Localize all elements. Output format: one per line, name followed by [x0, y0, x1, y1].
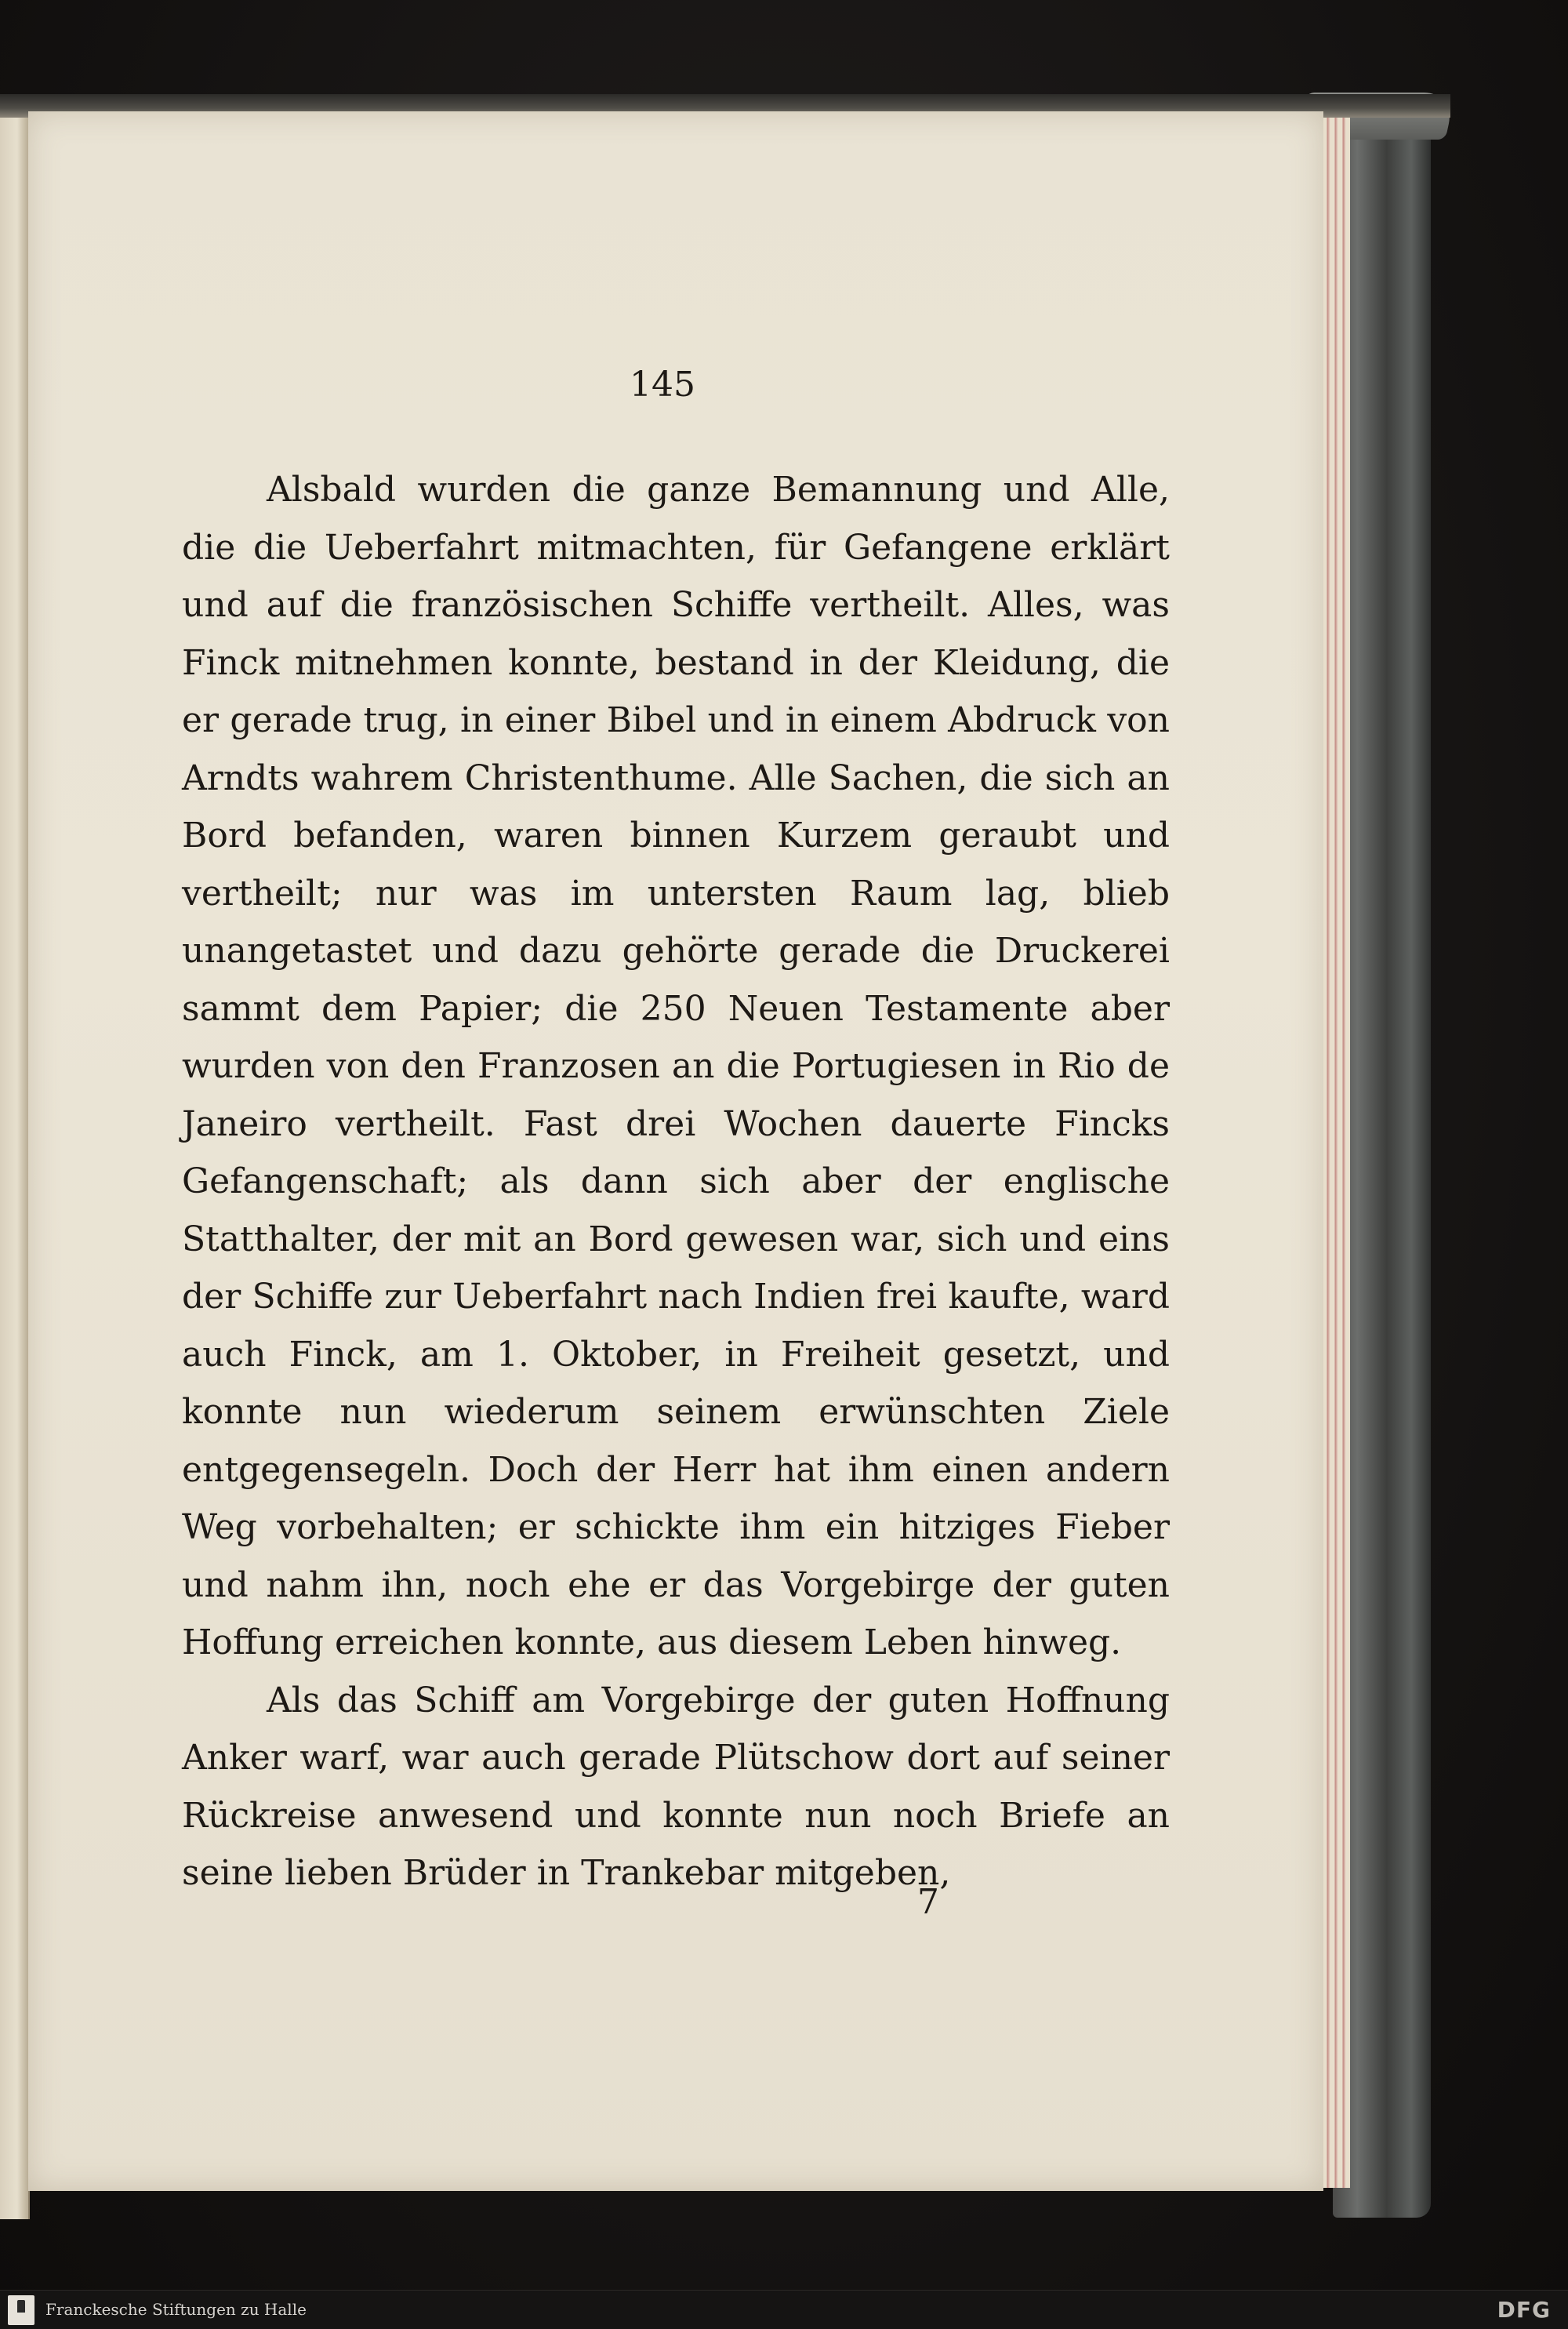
page-number: 145: [630, 365, 695, 405]
text-line: dauerte Fincks Gefangenschaft; als dann sich aber der: [182, 1103, 1170, 1201]
text-line: Als das Schiff am Vorgebirge der guten Hoff: [267, 1680, 1081, 1720]
text-line: sich und eins der Schiffe zur Ueberfahrt nach Indien: [182, 1219, 1170, 1317]
text-line: guten Hoffung erreichen konnte, aus diesem Leben hinweg.: [182, 1564, 1170, 1662]
text-line: die Druckerei sammt dem Papier; die 250 Neuen: [182, 931, 1170, 1029]
text-line: was Finck mitnehmen konnte, bestand in der Klei: [182, 585, 1170, 683]
text-line: Sachen, die sich an Bord befanden, waren binnen: [182, 758, 1170, 856]
text-line: Fieber und nahm ihn, noch ehe er das Vorgebirge der: [182, 1507, 1170, 1605]
text-line: Kurzem geraubt und vertheilt; nur was im untersten: [182, 816, 1170, 914]
paragraph-2: [182, 1672, 1170, 1902]
text-line: Briefe an seine lieben Brüder in Trankebar mitgeben,: [182, 1795, 1171, 1893]
previous-leaf-edge: [0, 118, 30, 2219]
text-line: Alsbald wurden die ganze Bemannung und Alle,: [267, 470, 1170, 510]
text-line: und auf die französischen Schiffe vertheilt. Alles,: [182, 585, 1102, 625]
viewer-footer: [0, 2290, 1568, 2329]
institution-name: Franckesche Stiftungen zu Halle: [45, 2300, 307, 2319]
signature-mark: 7: [917, 1882, 939, 1922]
text-line: nung Anker warf, war auch gerade Plütschow dort: [182, 1680, 1170, 1778]
text-line: auf seiner Rückreise anwesend und konnte nun noch: [182, 1738, 1170, 1836]
text-line: dung, die er gerade trug, in einer Bibel und in einem: [182, 642, 1170, 740]
text-line: Testamente aber wurden von den Franzosen an die: [182, 988, 1171, 1086]
paragraph-1: [182, 461, 1170, 1672]
logo-mark: [17, 2300, 25, 2313]
funder-logo: DFG: [1497, 2297, 1551, 2323]
text-line: ten Ziele entgegensegeln. Doch der Herr hat ihm einen: [182, 1392, 1171, 1490]
text-line: englische Statthalter, der mit an Bord gewesen war,: [182, 1161, 1170, 1259]
text-line: heit gesetzt, und konnte nun wiederum seinem erwünsch: [182, 1334, 1170, 1432]
text-line: Raum lag, blieb unangetastet und dazu gehörte gerade: [182, 873, 1170, 971]
text-line: andern Weg vorbehalten; er schickte ihm ein hitziges: [182, 1449, 1170, 1547]
text-line: die die Ueberfahrt mitmachten, für Gefangene erklärt: [182, 527, 1170, 568]
text-line: frei kaufte, ward auch Finck, am 1. Oktober, in Frei: [182, 1277, 1170, 1375]
text-line: Portugiesen in Rio de Janeiro vertheilt. Fast drei Wochen: [182, 1046, 1170, 1144]
body-text: [182, 461, 1170, 1902]
text-line: Abdruck von Arndts wahrem Christenthume. Alle: [182, 700, 1170, 798]
institution-logo-icon: [8, 2295, 34, 2325]
